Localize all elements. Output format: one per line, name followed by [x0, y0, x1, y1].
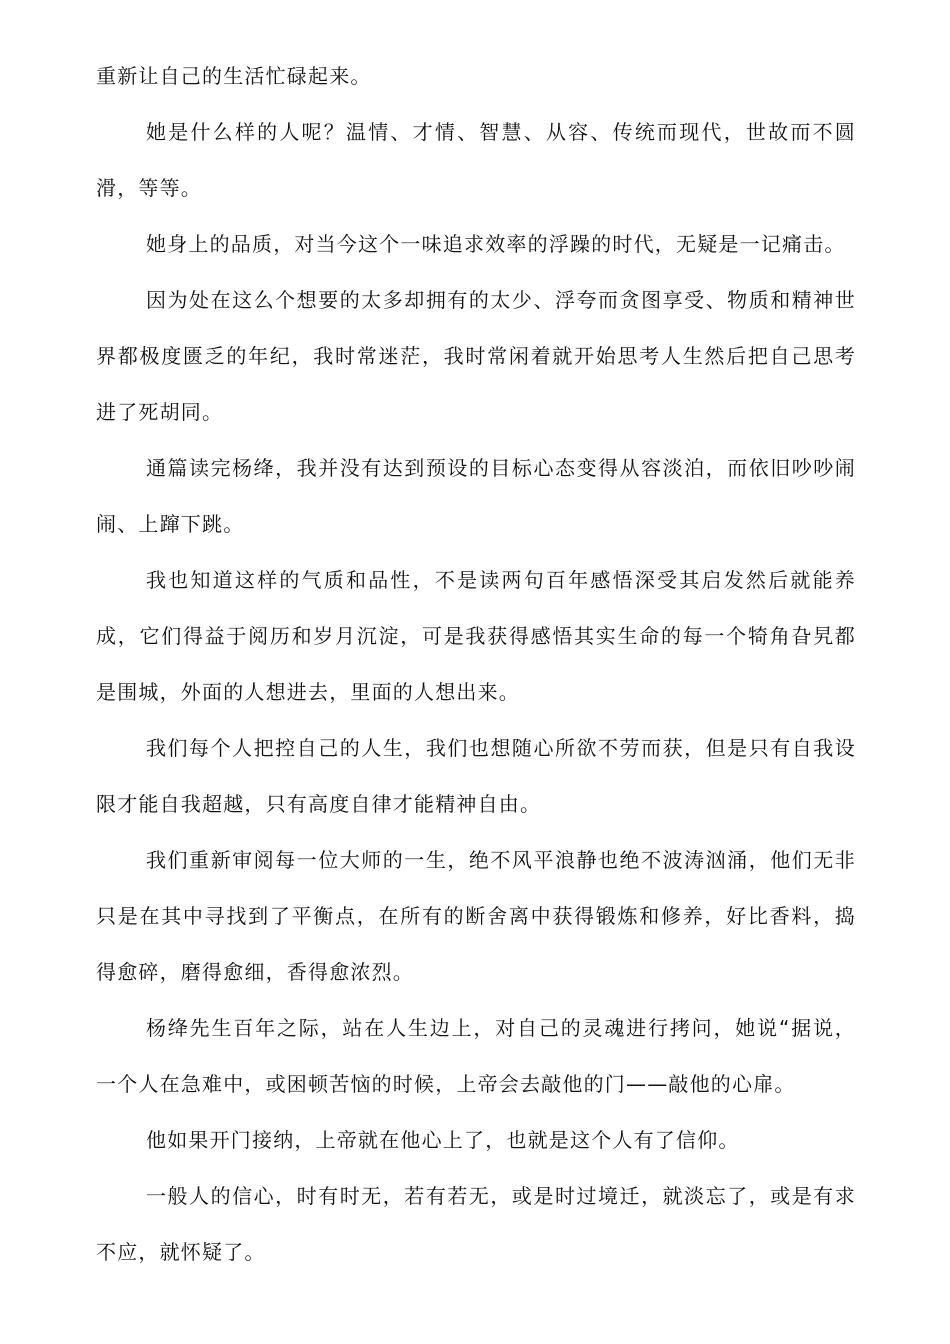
paragraph-4: 因为处在这么个想要的太多却拥有的太少、浮夸而贪图享受、物质和精神世界都极度匮乏的年纪，我时常迷茫，我时常闲着就开始思考人生然后把自己思考进了死胡同。 [96, 288, 856, 424]
paragraph-9: 杨绛先生百年之际，站在人生边上，对自己的灵魂进行拷问，她说“据说，一个人在急难中，或困顿苦恼的时候，上帝会去敲他的门——敲他的心扉。 [96, 1016, 856, 1096]
paragraph-11: 一般人的信心，时有时无，若有若无，或是时过境迁，就淡忘了，或是有求不应，就怀疑了。 [96, 1184, 856, 1264]
paragraph-7: 我们每个人把控自己的人生，我们也想随心所欲不劳而获，但是只有自我设限才能自我超越，只有高度自律才能精神自由。 [96, 736, 856, 816]
paragraph-6: 我也知道这样的气质和品性，不是读两句百年感悟深受其启发然后就能养成，它们得益于阅历和岁月沉淀，可是我获得感悟其实生命的每一个犄角旮旯都是围城，外面的人想进去，里面的人想出来。 [96, 568, 856, 704]
paragraph-3: 她身上的品质，对当今这个一味追求效率的浮躁的时代，无疑是一记痛击。 [146, 232, 846, 256]
paragraph-10: 他如果开门接纳，上帝就在他心上了，也就是这个人有了信仰。 [146, 1128, 740, 1152]
paragraph-2: 她是什么样的人呢？温情、才情、智慧、从容、传统而现代，世故而不圆滑，等等。 [96, 120, 856, 200]
paragraph-5: 通篇读完杨绛，我并没有达到预设的目标心态变得从容淡泊，而依旧吵吵闹闹、上蹿下跳。 [96, 456, 856, 536]
paragraph-1: 重新让自己的生活忙碌起来。 [96, 64, 372, 88]
paragraph-8: 我们重新审阅每一位大师的一生，绝不风平浪静也绝不波涛汹涌，他们无非只是在其中寻找到了平衡点，在所有的断舍离中获得锻炼和修养，好比香料，捣得愈碎，磨得愈细，香得愈浓烈。 [96, 848, 856, 984]
document-page [96, 48, 856, 1280]
